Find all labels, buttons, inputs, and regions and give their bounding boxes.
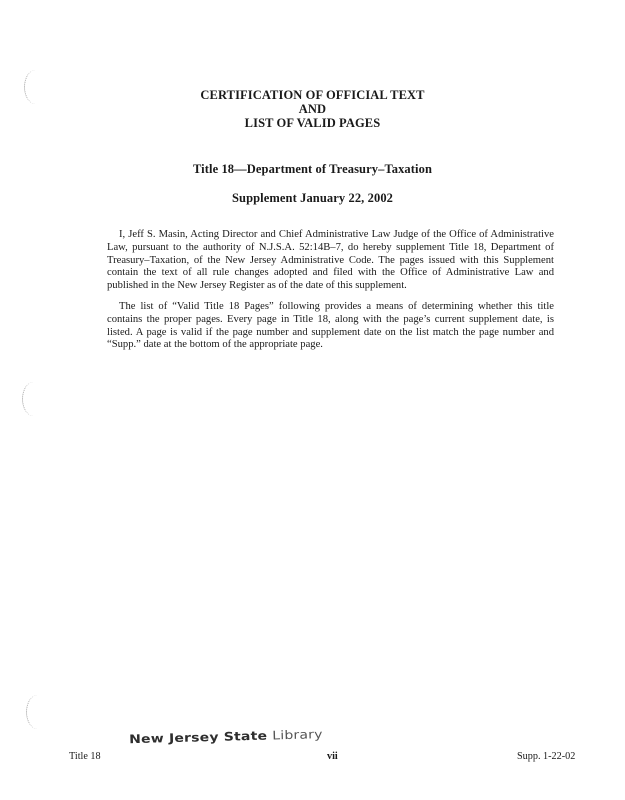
paragraph-text: The list of “Valid Title 18 Pages” following provides a means of determining whether this title contains the proper pages. Every page in Title 18, along with the page’s current supplement date, is listed. A page is valid if the page number and supplement date on the list match the page number and “Supp.” date at the bottom of the appropriate page.	[107, 301, 554, 351]
library-stamp-text: Library	[272, 727, 323, 743]
library-stamp	[129, 728, 323, 747]
body-paragraph	[107, 229, 554, 293]
certification-title-line: AND	[298, 102, 327, 116]
certification-title-line: CERTIFICATION OF OFFICIAL TEXT	[200, 88, 425, 102]
body-paragraph	[107, 301, 554, 352]
footer-title: Title 18	[69, 751, 101, 762]
certification-title-line: LIST OF VALID PAGES	[244, 116, 381, 130]
library-stamp-text: New Jersey State	[129, 729, 268, 747]
punch-hole-mark	[26, 695, 49, 729]
paragraph-text: I, Jeff S. Masin, Acting Director and Chief Administrative Law Judge of the Office of Administrative Law, pursuant to the authority of N.J.S.A. 52:14B–7, do hereby supplement Title 18, Department of Treasury–Taxation, of the New Jersey Administrative Code. The pages issued with this Supplement contain the text of all rule changes adopted and filed with the Office of Administrative Law and published in the New Jersey Register as of the date of this supplement.	[107, 229, 554, 292]
supplement-heading: Supplement January 22, 2002	[231, 191, 394, 205]
supplement-date: Supp. 1-22-02	[517, 751, 576, 762]
punch-hole-mark	[22, 382, 45, 416]
certification-title	[0, 88, 625, 130]
title-heading: Title 18—Department of Treasury–Taxation	[192, 162, 433, 176]
page-number: vii	[327, 751, 338, 762]
